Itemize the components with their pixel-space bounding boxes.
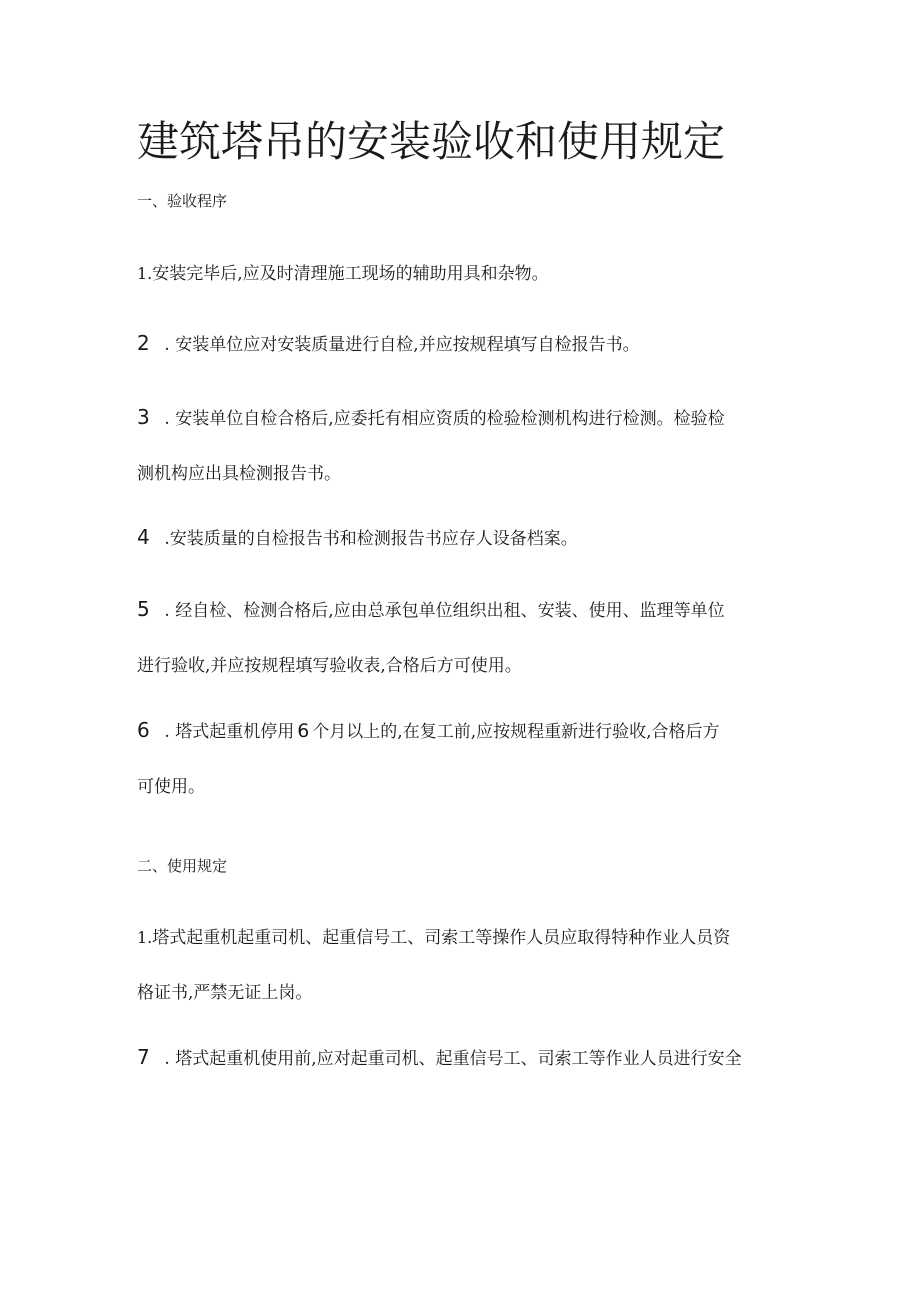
item-number: 1. [137, 264, 153, 283]
acceptance-item-2 [137, 316, 787, 373]
item-number: 2 [137, 331, 150, 355]
item-text: . 塔式起重机停用 [159, 722, 295, 742]
acceptance-item-4 [137, 510, 787, 567]
item-text: 个月以上的,在复工前,应按规程重新进行验收,合格后方 [312, 722, 720, 742]
item-number: 7 [137, 1045, 150, 1069]
item-text: . 安装单位自检合格后,应委托有相应资质的检验检测机构进行检测。检验检 [159, 409, 725, 429]
item-number: 3 [137, 405, 150, 429]
acceptance-item-6 [137, 703, 787, 815]
usage-item-1 [137, 910, 787, 1021]
item-text-continued: 格证书,严禁无证上岗。 [137, 983, 313, 1003]
item-text: . 塔式起重机使用前,应对起重司机、起重信号工、司索工等作业人员进行安全 [159, 1049, 742, 1069]
item-text: . 安装单位应对安装质量进行自检,并应按规程填写自检报告书。 [159, 335, 640, 355]
item-text-continued: 测机构应出具检测报告书。 [137, 464, 341, 484]
item-text-continued: 可使用。 [137, 777, 205, 797]
section-heading-acceptance: 一、验收程序 [137, 192, 228, 210]
section-heading-usage: 二、使用规定 [137, 857, 228, 875]
item-text-continued: 进行验收,并应按规程填写验收表,合格后方可使用。 [137, 656, 522, 676]
item-number: 6 [137, 718, 150, 742]
acceptance-item-5 [137, 582, 787, 694]
usage-item-7 [137, 1030, 787, 1087]
inline-number: 6 [297, 720, 310, 742]
item-number: 4 [137, 525, 150, 549]
document-title: 建筑塔吊的安装验收和使用规定 [137, 117, 726, 166]
item-number: 5 [137, 597, 150, 621]
item-text: .安装质量的自检报告书和检测报告书应存人设备档案。 [159, 529, 578, 549]
item-text: 安装完毕后,应及时清理施工现场的辅助用具和杂物。 [152, 264, 549, 284]
acceptance-item-3 [137, 390, 787, 502]
item-number: 1. [137, 928, 153, 947]
item-text: . 经自检、检测合格后,应由总承包单位组织出租、安装、使用、监理等单位 [159, 601, 725, 621]
acceptance-item-1 [137, 246, 787, 302]
item-text: 塔式起重机起重司机、起重信号工、司索工等操作人员应取得特种作业人员资 [152, 928, 731, 948]
